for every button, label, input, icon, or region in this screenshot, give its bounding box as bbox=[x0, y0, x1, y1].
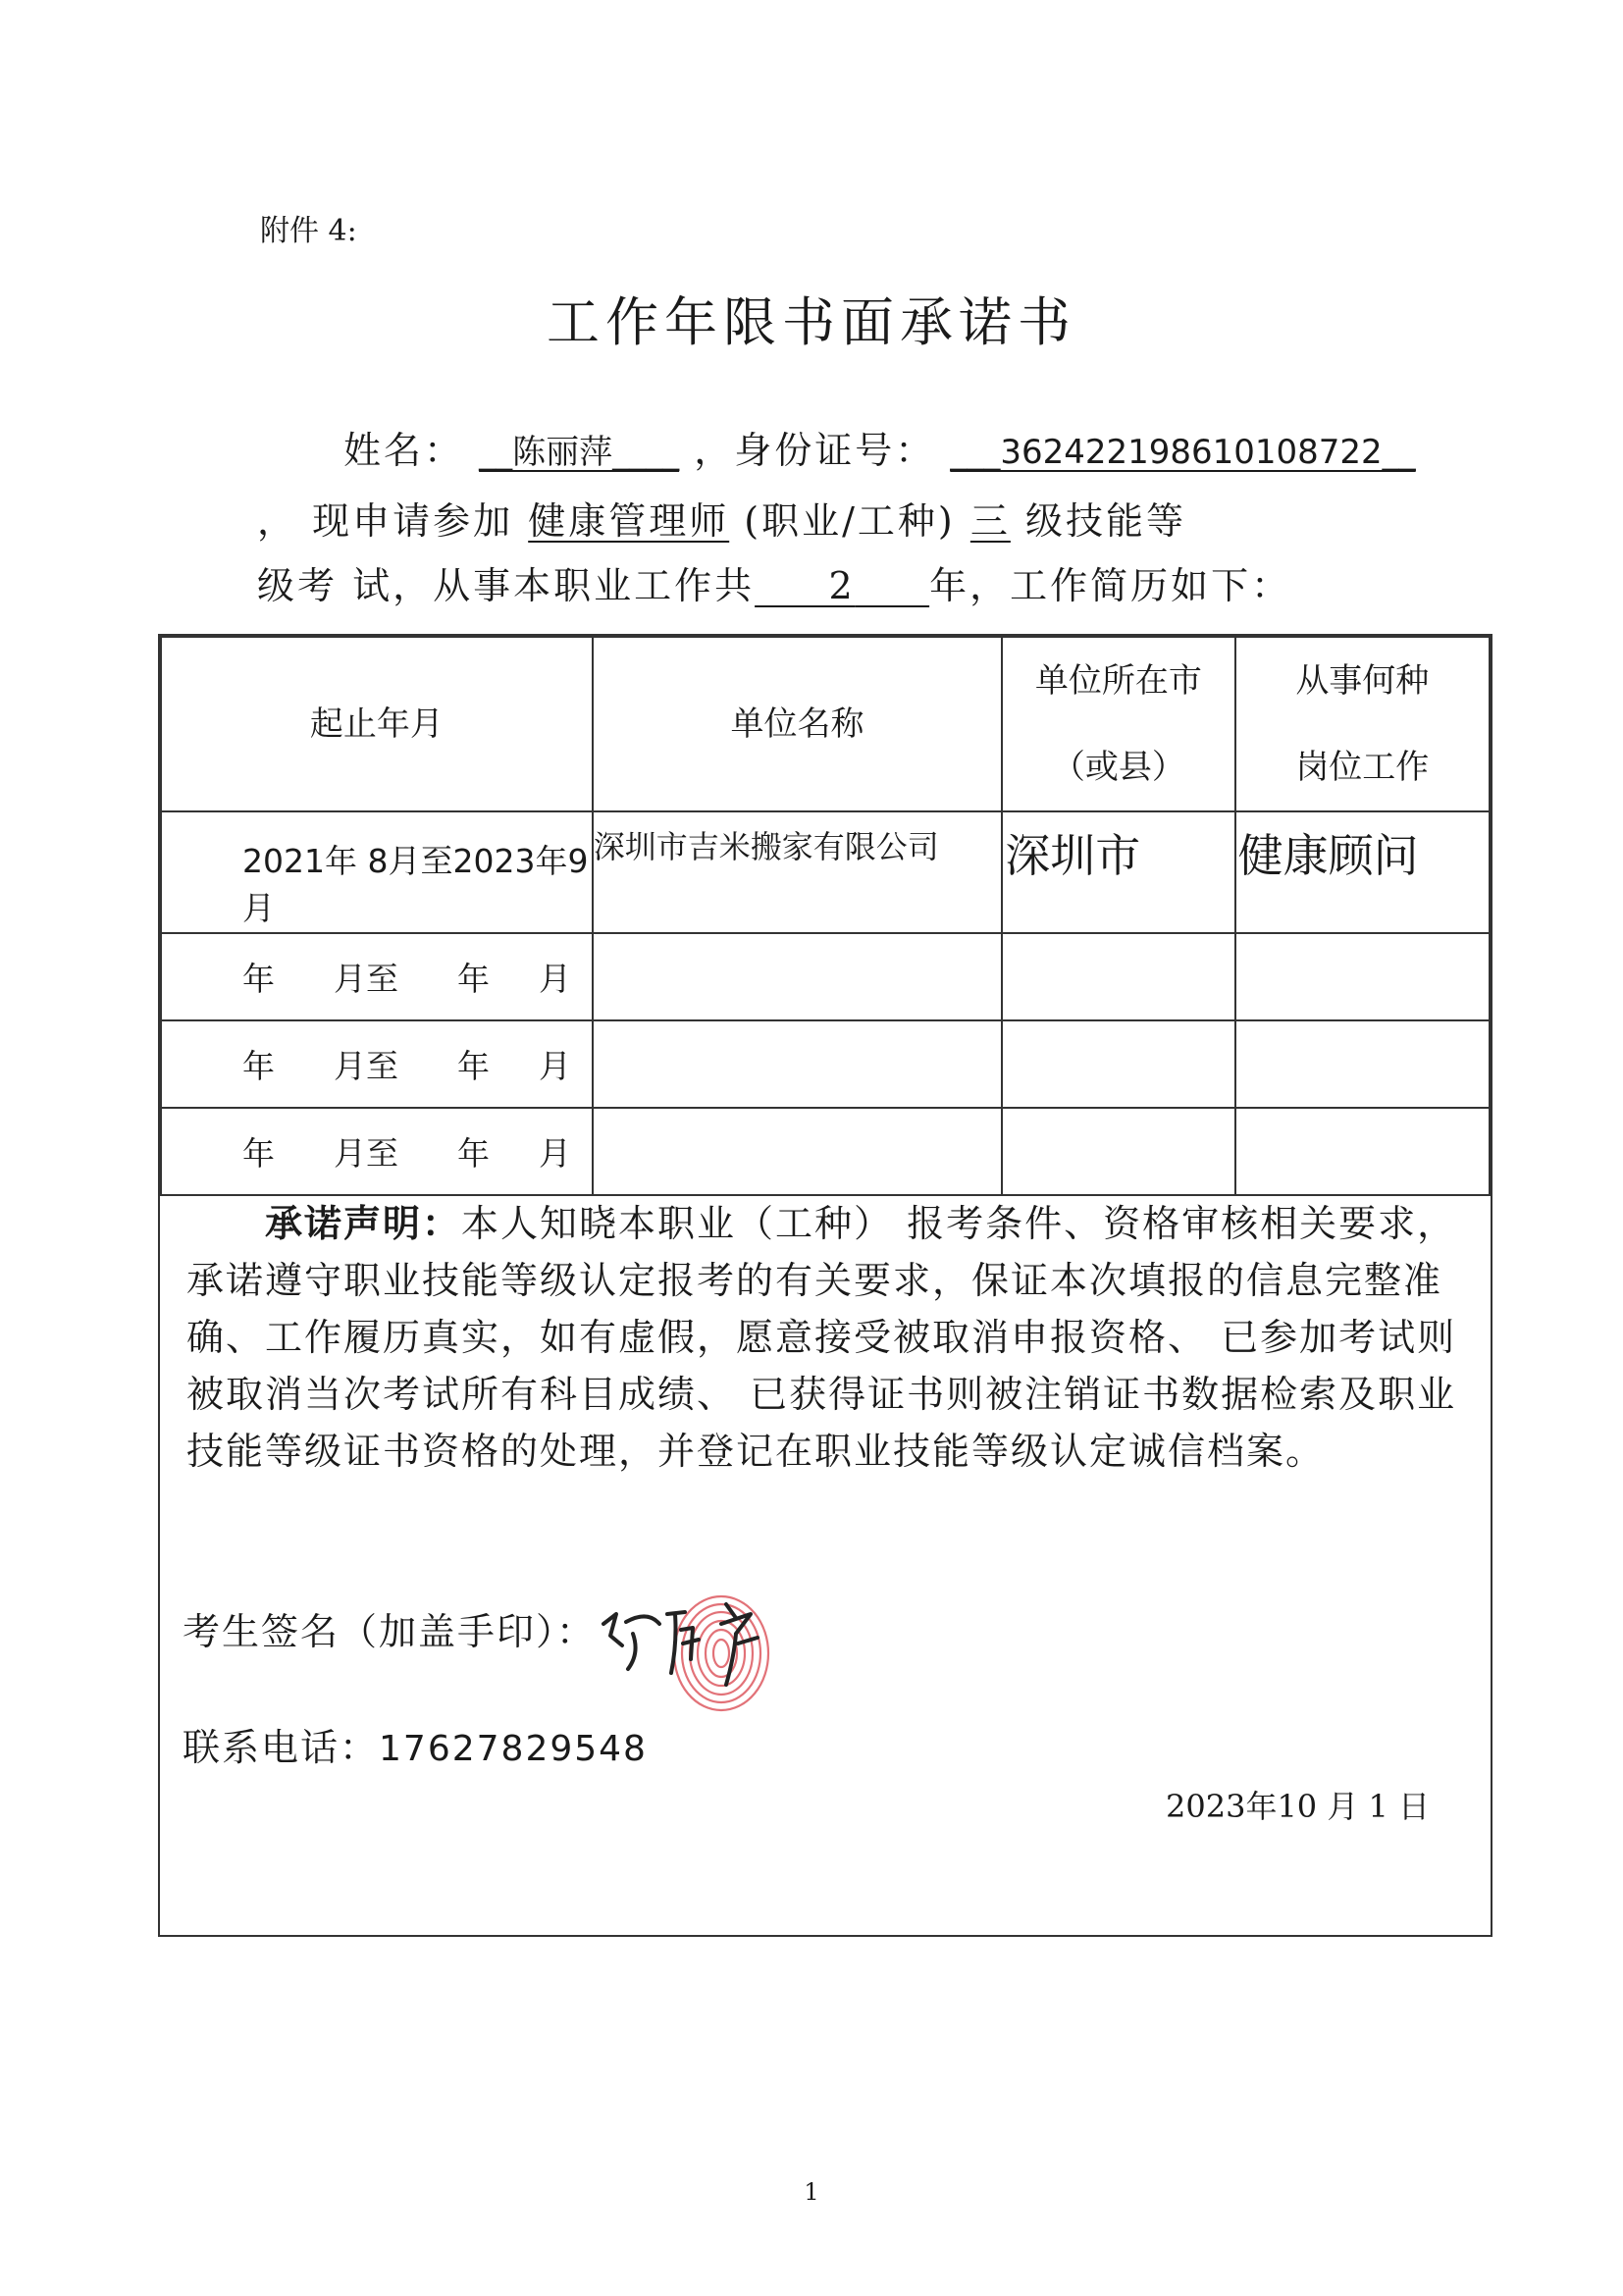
cell-period: 2021年 8月至2023年9月 bbox=[161, 811, 593, 933]
applicant-line-3 bbox=[257, 555, 1291, 609]
id-label: ，身份证号： bbox=[694, 429, 936, 472]
cell-city bbox=[1002, 1020, 1234, 1108]
applicant-line-2 bbox=[257, 491, 1186, 545]
occupation-suffix: (职业/工种) bbox=[744, 499, 956, 543]
cell-position bbox=[1235, 1020, 1490, 1108]
table-row bbox=[161, 811, 1490, 933]
cell-period: 年 月至 年 月 bbox=[161, 1108, 593, 1195]
phone-number: 17627829548 bbox=[379, 1729, 648, 1769]
cell-company bbox=[593, 1020, 1002, 1108]
applicant-name: __陈丽萍____ bbox=[479, 433, 680, 472]
occupation: 健康管理师 bbox=[528, 499, 730, 543]
id-number: ___362422198610108722__ bbox=[950, 433, 1416, 472]
cell-city bbox=[1002, 933, 1234, 1020]
table-header-row bbox=[161, 637, 1490, 811]
cell-company: 深圳市吉米搬家有限公司 bbox=[593, 811, 1002, 933]
cell-period: 年 月至 年 月 bbox=[161, 933, 593, 1020]
years-worked: 2 bbox=[828, 564, 856, 607]
level-suffix: 级技能等 bbox=[1024, 499, 1186, 543]
declaration-heading: 承诺声明： bbox=[265, 1201, 462, 1245]
attachment-label: 附件 4: bbox=[260, 214, 357, 248]
signature-date: 2023年10 月 1 日 bbox=[1166, 1788, 1431, 1825]
name-label: 姓名： bbox=[343, 429, 465, 472]
skill-level: 三 bbox=[969, 499, 1011, 543]
signature-fingerprint-icon bbox=[589, 1575, 814, 1712]
cell-period: 年 月至 年 月 bbox=[161, 1020, 593, 1108]
signature-label: 考生签名（加盖手印）： bbox=[183, 1610, 597, 1653]
work-history-table bbox=[160, 636, 1491, 1196]
table-row bbox=[161, 933, 1490, 1020]
header-period: 起止年月 bbox=[161, 637, 593, 811]
declaration bbox=[186, 1195, 1482, 1480]
years-prefix: 级考 试，从事本职业工作共 bbox=[257, 564, 756, 607]
declaration-text: 本人知晓本职业（工种） 报考条件、资格审核相关要求，承诺遵守职业技能等级认定报考的有关要求，保证本次填报的信息完整准确、工作履历真实，如有虚假，愿意接受被取消申报资格、 已参加考试则被取消当次考试所有科目成绩、 已获得证书则被注销证书数据检索及职业技能等级证书资格的处理，并登记在职业技能等级认定诚信档案。 bbox=[186, 1202, 1457, 1473]
cell-position: 健康顾问 bbox=[1235, 811, 1490, 933]
cell-city bbox=[1002, 1108, 1234, 1195]
phone-line bbox=[183, 1717, 648, 1771]
header-company: 单位名称 bbox=[593, 637, 1002, 811]
cell-city: 深圳市 bbox=[1002, 811, 1234, 933]
cell-position bbox=[1235, 933, 1490, 1020]
applicant-line-1 bbox=[343, 420, 1416, 474]
header-city: 单位所在市 （或县） bbox=[1002, 637, 1234, 811]
apply-prefix: ， 现申请参加 bbox=[257, 499, 514, 543]
page-number: 1 bbox=[804, 2178, 819, 2206]
header-position: 从事何种 岗位工作 bbox=[1235, 637, 1490, 811]
table-row bbox=[161, 1108, 1490, 1195]
table-row bbox=[161, 1020, 1490, 1108]
cell-company bbox=[593, 1108, 1002, 1195]
page-title: 工作年限书面承诺书 bbox=[547, 291, 1076, 353]
phone-label: 联系电话： bbox=[183, 1726, 380, 1769]
years-suffix: 年，工作简历如下： bbox=[929, 564, 1292, 607]
cell-position bbox=[1235, 1108, 1490, 1195]
cell-company bbox=[593, 933, 1002, 1020]
